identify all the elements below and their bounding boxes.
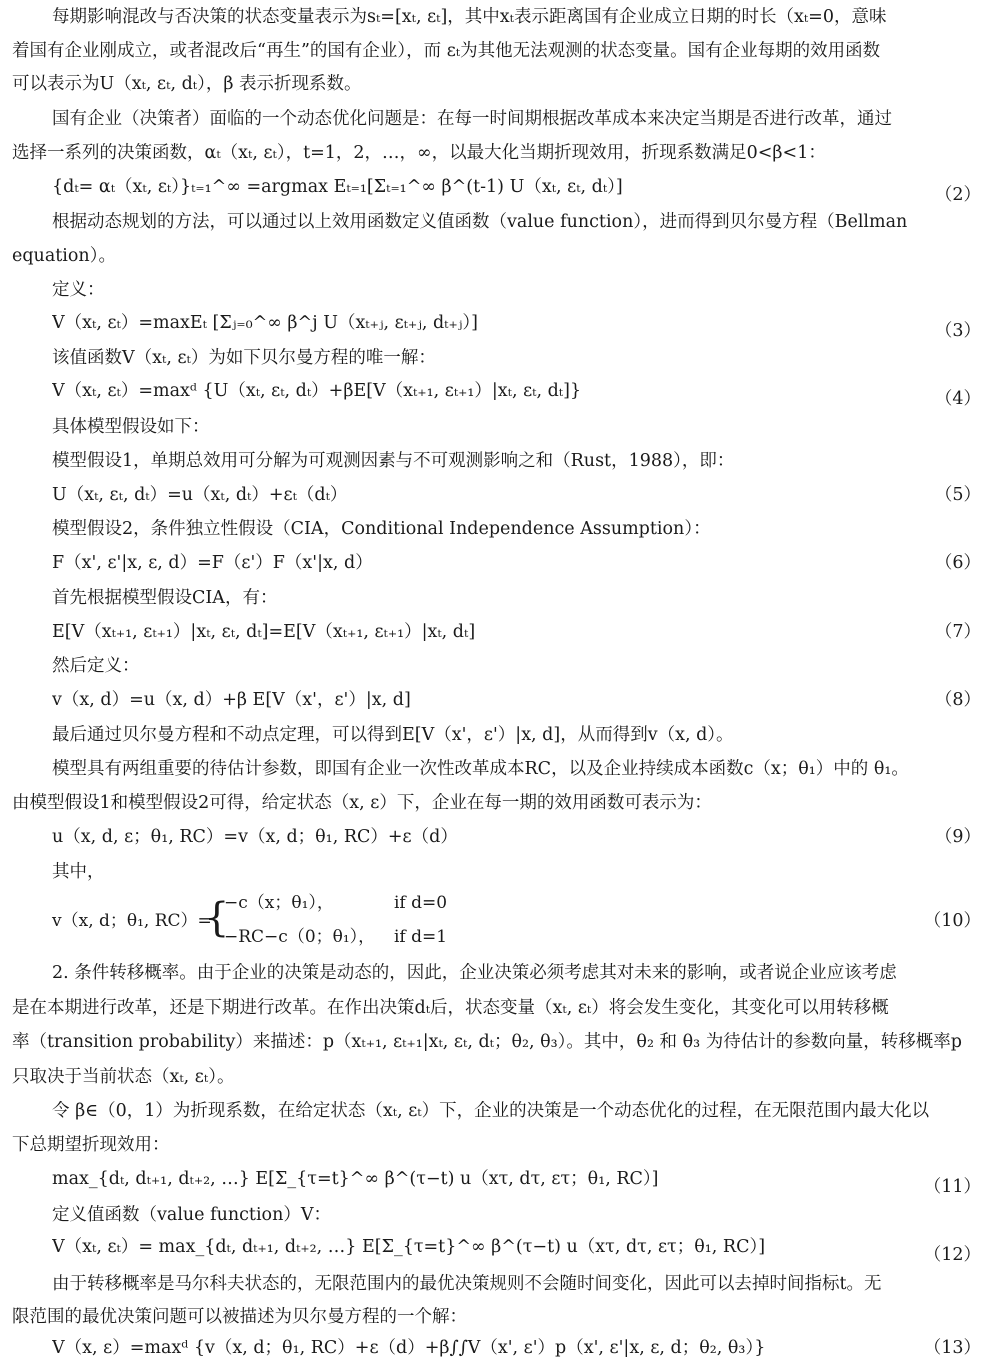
equation-number: （8）	[934, 690, 981, 710]
equation-number: （7）	[934, 622, 981, 642]
equation-7: E[V（xₜ₊₁, εₜ₊₁）|xₜ, εₜ, dₜ]=E[V（xₜ₊₁, εₜ₊₁）|xₜ, dₜ]	[52, 622, 476, 642]
equation-2: {dₜ= αₜ（xₜ, εₜ）}ₜ₌₁^∞ =argmax Eₜ₌₁[Σₜ₌₁^∞ β^(t-1) U（xₜ, εₜ, dₜ）]	[52, 177, 623, 197]
equation-number: （6）	[934, 553, 981, 573]
paragraph-line: 模型具有两组重要的待估计参数，即国有企业一次性改革成本RC，以及企业持续成本函数c（x；θ₁）中的 θ₁。	[52, 759, 909, 779]
definition-label: 定义：	[52, 280, 105, 300]
equation-9: u（x, d, ε；θ₁, RC）=v（x, d；θ₁, RC）+ε（d）	[52, 827, 458, 847]
paragraph-line: 可以表示为U（xₜ, εₜ, dₜ），β 表示折现系数。	[12, 74, 362, 94]
paragraph-line: 国有企业（决策者）面临的一个动态优化问题是：在每一时间期根据改革成本来决定当期是否进行改革，通过	[52, 109, 892, 129]
equation-13: V（x, ε）=maxᵈ {v（x, d；θ₁, RC）+ε（d）+β∫∫V（x', ε'）p（x', ε'|x, ε, d；θ₂, θ₃）}	[52, 1338, 766, 1358]
paragraph-line: 令 β∈（0，1）为折现系数，在给定状态（xₜ, εₜ）下，企业的决策是一个动态优化的过程，在无限范围内最大化以	[52, 1101, 930, 1121]
paragraph-line: 其中，	[52, 862, 105, 882]
paragraph-line: 由模型假设1和模型假设2可得，给定状态（x, ε）下，企业在每一期的效用函数可表示为：	[12, 793, 712, 813]
equation-10-condition-2: if d=1	[394, 927, 448, 947]
equation-10-lhs: v（x, d；θ₁, RC）=	[52, 911, 212, 931]
brace-symbol: {	[204, 895, 230, 941]
paragraph-line: 率（transition probability）来描述：p（xₜ₊₁, εₜ₊₁|xₜ, εₜ, dₜ；θ₂, θ₃）。其中，θ₂ 和 θ₃ 为待估计的参数向量，转移概率p	[12, 1032, 962, 1052]
paragraph-line: 每期影响混改与否决策的状态变量表示为sₜ=[xₜ, εₜ]，其中xₜ表示距离国有企业成立日期的时长（xₜ=0，意味	[52, 7, 887, 27]
equation-11: max_{dₜ, dₜ₊₁, dₜ₊₂, …} E[Σ_{τ=t}^∞ β^(τ−t) u（xτ, dτ, ετ；θ₁, RC）]	[52, 1169, 659, 1189]
paragraph-line: 只取决于当前状态（xₜ, εₜ）。	[12, 1067, 235, 1087]
paragraph-line: 选择一系列的决策函数，αₜ（xₜ, εₜ），t=1，2，…，∞，以最大化当期折现效用，折现系数满足0<β<1：	[12, 143, 826, 163]
equation-number: （2）	[934, 185, 981, 205]
equation-12: V（xₜ, εₜ）= max_{dₜ, dₜ₊₁, dₜ₊₂, …} E[Σ_{τ=t}^∞ β^(τ−t) u（xτ, dτ, ετ；θ₁, RC）]	[52, 1237, 766, 1257]
paragraph-line: 是在本期进行改革，还是下期进行改革。在作出决策dₜ后，状态变量（xₜ, εₜ）将会发生变化，其变化可以用转移概	[12, 998, 889, 1018]
equation-number: （12）	[923, 1245, 981, 1265]
equation-8: v（x, d）=u（x, d）+β E[V（x'，ε'）|x, d]	[52, 690, 411, 710]
equation-number: （3）	[934, 321, 981, 341]
equation-4: V（xₜ, εₜ）=maxᵈ {U（xₜ, εₜ, dₜ）+βE[V（xₜ₊₁, εₜ₊₁）|xₜ, εₜ, dₜ]}	[52, 381, 582, 401]
equation-5: U（xₜ, εₜ, dₜ）=u（xₜ, dₜ）+εₜ（dₜ）	[52, 485, 348, 505]
paragraph-line: 具体模型假设如下：	[52, 417, 210, 437]
paragraph-line: 然后定义：	[52, 656, 140, 676]
paragraph-line: equation）。	[12, 246, 116, 266]
definition-label: 定义值函数（value function）V：	[52, 1205, 331, 1225]
paragraph-line: 由于转移概率是马尔科夫状态的，无限范围内的最优决策规则不会随时间变化，因此可以去掉时间指标t。无	[52, 1274, 882, 1294]
paragraph-line: 模型假设2，条件独立性假设（CIA，Conditional Independence Assumption）：	[52, 519, 711, 539]
paragraph-line: 模型假设1，单期总效用可分解为可观测因素与不可观测影响之和（Rust，1988），即：	[52, 451, 735, 471]
paragraph-line: 最后通过贝尔曼方程和不动点定理，可以得到E[V（x'，ε'）|x, d]，从而得到v（x, d）。	[52, 725, 734, 745]
paragraph-line: 该值函数V（xₜ, εₜ）为如下贝尔曼方程的唯一解：	[52, 348, 436, 368]
equation-10-case-2: −RC−c（0；θ₁），	[224, 927, 376, 947]
paragraph-line: 下总期望折现效用：	[12, 1135, 170, 1155]
paragraph-line: 根据动态规划的方法，可以通过以上效用函数定义值函数（value function），进而得到贝尔曼方程（Bellman	[52, 212, 908, 232]
equation-number: （13）	[923, 1338, 981, 1358]
paragraph-line: 限范围的最优决策问题可以被描述为贝尔曼方程的一个解：	[12, 1307, 467, 1327]
equation-number: （9）	[934, 827, 981, 847]
equation-3: V（xₜ, εₜ）=maxEₜ [Σⱼ₌₀^∞ β^j U（xₜ₊ⱼ, εₜ₊ⱼ, dₜ₊ⱼ）]	[52, 313, 478, 333]
paragraph-line: 着国有企业刚成立，或者混改后“再生”的国有企业），而 εₜ为其他无法观测的状态变量。国有企业每期的效用函数	[12, 41, 881, 61]
equation-number: （5）	[934, 485, 981, 505]
equation-10-condition-1: if d=0	[394, 893, 448, 913]
equation-10-case-1: −c（x；θ₁），	[224, 893, 334, 913]
equation-number: （11）	[923, 1177, 981, 1197]
paragraph-line: 首先根据模型假设CIA，有：	[52, 588, 278, 608]
equation-number: （4）	[934, 389, 981, 409]
equation-number: （10）	[923, 911, 981, 931]
paragraph-line: 2. 条件转移概率。由于企业的决策是动态的，因此，企业决策必须考虑其对未来的影响，或者说企业应该考虑	[52, 963, 897, 983]
equation-6: F（x', ε'|x, ε, d）=F（ε'）F（x'|x, d）	[52, 553, 373, 573]
